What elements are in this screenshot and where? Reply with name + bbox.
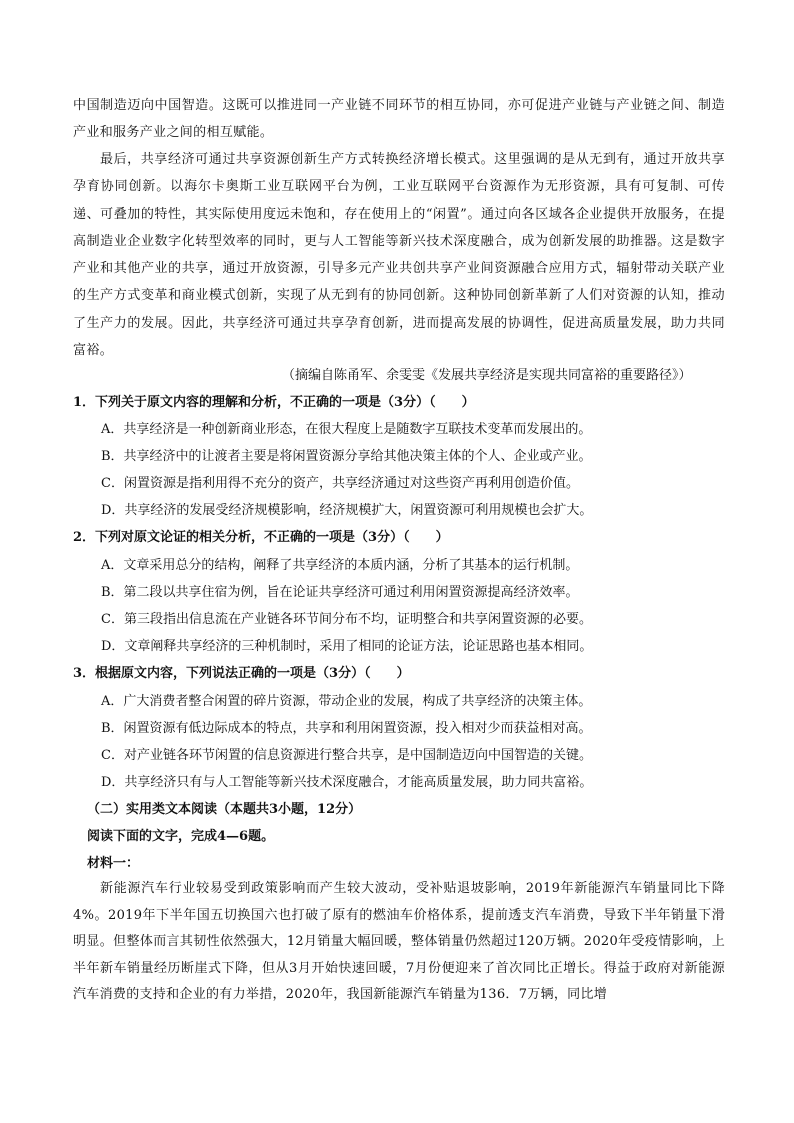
question-3-option-d: D．共享经济只有与人工智能等新兴技术深度融合，才能高质量发展，助力同共富裕。 [101, 775, 593, 790]
question-1-option-c: C．闲置资源是指利用得不充分的资产，共享经济通过对这些资产再利用创造价值。 [101, 476, 579, 491]
section-instruction: 阅读下面的文字，完成4—6题。 [87, 829, 275, 844]
question-3-stem: 3．根据原文内容，下列说法正确的一项是（3分）（ ） [73, 666, 410, 681]
question-1-stem: 1．下列关于原文内容的理解和分析，不正确的一项是（3分）（ ） [73, 395, 475, 410]
article-paragraph-continued: 中国制造迈向中国智造。这既可以推进同一产业链不同环节的相互协同，亦可促进产业链与产业链之间、制造产业和服务产业之间的相互赋能。 [73, 98, 725, 141]
question-2-option-c: C．第三段指出信息流在产业链各环节间分布不均，证明整合和共享闲置资源的必要。 [101, 612, 592, 627]
question-2-option-b: B．第二段以共享住宿为例，旨在论证共享经济可通过利用闲置资源提高经济效率。 [101, 585, 579, 600]
question-1-option-b: B．共享经济中的让渡者主要是将闲置资源分享给其他决策主体的个人、企业或产业。 [101, 449, 592, 464]
article-source: （摘编自陈甬军、余雯雯《发展共享经济是实现共同富裕的重要路径》） [282, 368, 692, 383]
question-3-option-b: B．闲置资源有低边际成本的特点，共享和利用闲置资源，投入相对少而获益相对高。 [101, 721, 592, 736]
question-3-option-c: C．对产业链各环节闲置的信息资源进行整合共享，是中国制造迈向中国智造的关键。 [101, 748, 592, 763]
article-paragraph-last: 最后，共享经济可通过共享资源创新生产方式转换经济增长模式。这里强调的是从无到有，通过开放共享孕育协同创新。以海尔卡奥斯工业互联网平台为例，工业互联网平台资源作为无形资源，具有可复制、可传递、可叠加的特性，其实际使用度远未饱和，存在使用上的“闲置”。通过向各区域各企业提供开放服务，在提高制造业企业数字化转型效率的同时，更与人工智能等新兴技术深度融合，成为创新发展的助推器。这是数字产业和其他产业的共享，通过开放资源，引导多元产业共创共享产业间资源融合应用方式，辐射带动关联产业的生产方式变革和商业模式创新，实现了从无到有的协同创新。这种协同创新革新了人们对资源的认知，推动了生产力的发展。因此，共享经济可通过共享孕育创新，进而提高发展的协调性，促进高质量发展，助力共同富裕。 [73, 152, 725, 359]
section-heading: （二）实用类文本阅读（本题共3小题，12分） [87, 802, 362, 817]
material-text: 新能源汽车行业较易受到政策影响而产生较大波动，受补贴退坡影响，2019年新能源汽车销量同比下降4%。2019年下半年国五切换国六也打破了原有的燃油车价格体系，提前透支汽车消费，导致下半年销量下滑明显。但整体而言其韧性依然强大，12月销量大幅回暖，整体销量仍然超过120万辆。2020年受疫情影响，上半年新车销量经历断崖式下降，但从3月开始快速回暖，7月份便迎来了首次同比正增长。得益于政府对新能源汽车消费的支持和企业的有力举措，2020年，我国新能源汽车销量为136．7万辆，同比增 [73, 881, 725, 1003]
question-1-option-a: A．共享经济是一种创新商业形态，在很大程度上是随数字互联技术变革而发展出的。 [101, 422, 592, 437]
material-label: 材料一： [87, 856, 140, 871]
question-1-option-d: D．共享经济的发展受经济规模影响，经济规模扩大，闲置资源可利用规模也会扩大。 [101, 503, 593, 518]
question-2-option-a: A．文章采用总分的结构，阐释了共享经济的本质内涵，分析了其基本的运行机制。 [101, 558, 579, 573]
question-2-stem: 2．下列对原文论证的相关分析，不正确的一项是（3分）（ ） [73, 530, 449, 545]
question-2-option-d: D．文章阐释共享经济的三种机制时，采用了相同的论证方法，论证思路也基本相同。 [101, 639, 593, 654]
question-3-option-a: A．广大消费者整合闲置的碎片资源，带动企业的发展，构成了共享经济的决策主体。 [101, 694, 592, 709]
